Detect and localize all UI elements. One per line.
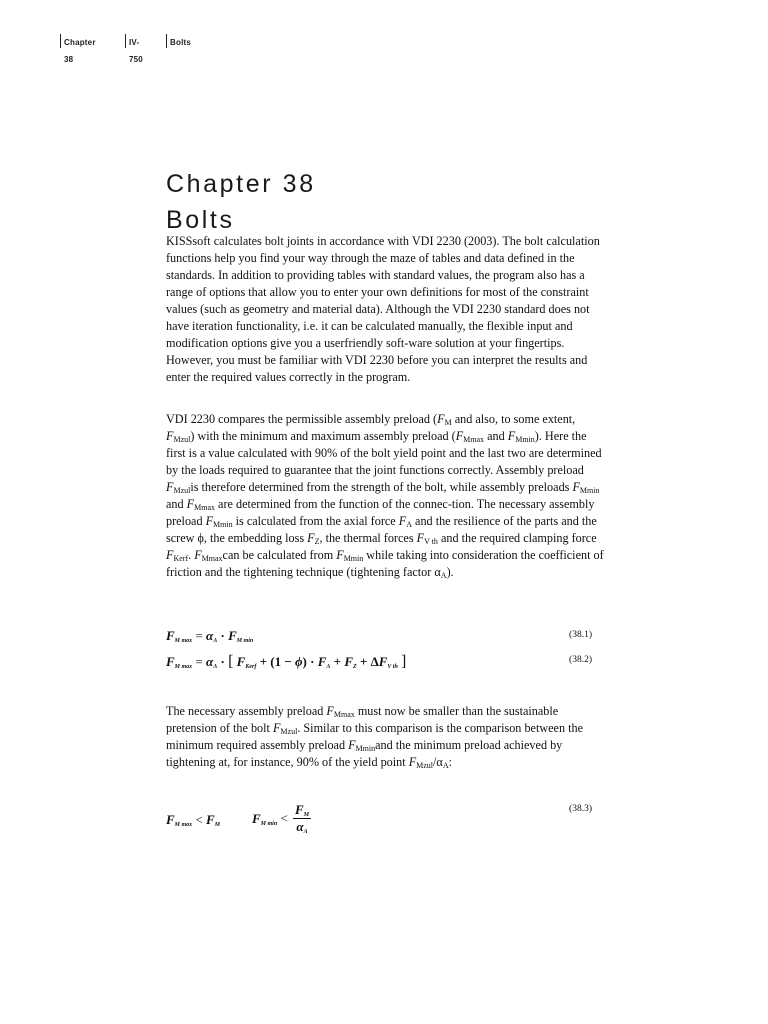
chapter-number: Chapter 38 — [166, 170, 316, 198]
equation-38-1: $F_{M max} = \alpha_A \cdot F_{M min}$ (38.1) — [166, 628, 592, 644]
header-topic: Bolts — [166, 34, 191, 48]
equation-38-3: $F_{M max} < F_M$ $F_{M min}$ < $\frac{F_M}{\alpha_A}$ (38.3) — [166, 802, 592, 835]
paragraph-text: VDI 2230 compares the permissible assembly preload ($F_M$ and also, to some extent, $F_{Mzul}$) with the minimum and maximum assembly preload ($F_{Mmax}$ and $F_{Mmin}$). Here the first is a value calculated with 90% of the bolt yield point and the last two are determined by the loads required to guarantee that the joint functions correctly. Assembly preload $F_{Mzul}is$ therefore determined from the strength of the bolt, while assembly preloads $F_{Mmin}$ and $F_{Mmax}$ are determined from the function of the connec-tion. The necessary assembly preload $F_{Mmin}$ is calculated from the axial force $F_A$ and the resilience of the parts and the screw ϕ, the embedding loss $F_Z$, the thermal forces $F_{V th}$ and the required clamping force $F_{Kerf}$. $F_{Mmax}can$ be calculated from $F_{Mmin}$ while taking into consideration the coefficient of friction and the tightening technique (tightening factor $\alpha_A$). — [166, 412, 604, 580]
header-chapter: Chapter 38 — [60, 34, 96, 48]
comparison-paragraph — [166, 703, 606, 780]
header-page: IV-750 — [125, 34, 143, 48]
equation-number: (38.2) — [569, 655, 592, 665]
paragraph-text: The necessary assembly preload $F_{Mmax}$ must now be smaller than the sustainable pretension of the bolt $F_{Mzul}$. Similar to this comparison is the comparison between the minimum required assembly preload $F_{Mmin}and$ the minimum preload achieved by tightening at, for instance, 90% of the yield point $F_{Mzul}/\alpha_A$: — [166, 704, 583, 770]
intro-paragraph — [166, 233, 606, 395]
equation-38-2: $F_{M max} = \alpha_A$ · [ $F_{Kerf} + (1 - \phi) \cdot F_A + F_Z + \Delta F_{V th}$ ] (38.2) — [166, 653, 592, 670]
paragraph-text: KISSsoft calculates bolt joints in accordance with VDI 2230 (2003). The bolt calculation functions help you find your way through the maze of tables and data defined in the standards. In addition to providing tables with standard values, the program also has a range of options that allow you to enter your own definitions for most of the constraint values (such as geometry and material data). Although the VDI 2230 standard does not have iteration functionality, i.e. it can be calculated manually, the flexible input and modification options give you a userfriendly soft-ware solution at your fingertips. However, you must be familiar with VDI 2230 before you can interpret the results and enter the required values correctly in the program. — [166, 234, 600, 384]
chapter-title — [166, 166, 316, 238]
equation-number: (38.3) — [569, 804, 592, 814]
equation-number: (38.1) — [569, 630, 592, 640]
preload-paragraph — [166, 411, 606, 590]
chapter-name: Bolts — [166, 206, 235, 234]
